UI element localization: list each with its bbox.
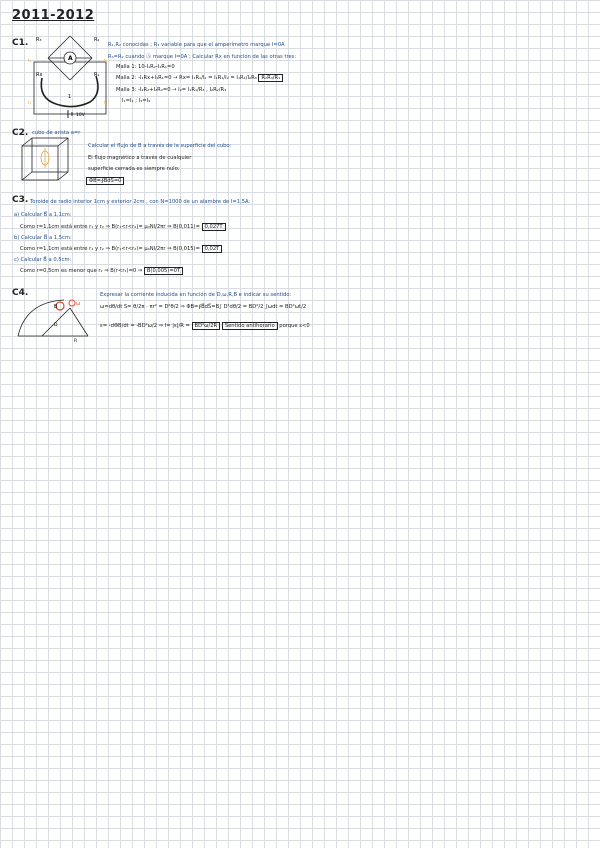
c4-result: BD²ω/2R: [192, 322, 221, 330]
c2-line-3: superficie cerrada es siempre nulo:: [88, 166, 180, 172]
c1-malla-3-text: Malla 3: -I₂R₂+I₂R₃=0 → I₂=: [116, 87, 187, 93]
c1-malla-2-eq: I₁R₁/I₁ = I₁R₁/I₂ = I₁R₁/I₂R₃: [191, 75, 257, 81]
section-c2-label: C2.: [12, 128, 29, 138]
c1-malla-2: [116, 75, 283, 81]
page-title: 2011-2012: [12, 8, 95, 23]
c3-b-label: b) Calcular B⃗ a 1,5cm:: [14, 235, 72, 241]
c1-malla-2-text: Malla 2: -I₁Rx+I₁R₁=0 → Rx=: [116, 75, 191, 81]
c3-b-result: 0,02T: [202, 245, 223, 253]
c1-label-r2: R₂: [94, 37, 100, 43]
c1-loop-number: 1: [68, 94, 72, 100]
c3-a-result: 0,027T: [202, 223, 226, 231]
c3-c-line: [20, 268, 183, 274]
c2-line-2: El flujo magnético a través de cualquier: [88, 155, 192, 161]
ammeter-icon: A: [68, 55, 73, 62]
c4-sense-tail: porque ε<0: [279, 323, 310, 329]
c3-b-text: Como r=1,1cm está entre r₁ y r₂ ⇒ B(r₁<r<r₂)= μ₀NI/2πr ⇒ B(0,015)=: [20, 246, 200, 252]
c3-a-line: [20, 224, 226, 230]
c4-line-2: [100, 323, 310, 329]
c2-result: ΦB=∮B⃗dS⃗=0: [86, 177, 124, 185]
section-c3-label: C3.: [12, 195, 29, 205]
c3-statement: Toroide de radio interior 1cm y exterior 2cm , con N=1000 de un alambre de I=1,5A:: [30, 199, 251, 205]
c4-label-r: R: [74, 339, 78, 344]
c1-malla-2-result: R₂R₃/R₁: [258, 74, 283, 82]
c1-label-i2: I₂: [104, 59, 108, 64]
section-c4-label: C4.: [12, 288, 29, 298]
c1-statement-1: R₁,R₂ conocidas ; R₃ variable para que el amperímetro marque I=0A: [108, 42, 285, 48]
c4-label-b: B: [54, 304, 58, 310]
c1-label-r1: R₁: [94, 72, 100, 78]
c1-label-i3: I₃: [28, 101, 32, 106]
c3-b-line: [20, 246, 222, 252]
section-c1-label: C1.: [12, 38, 29, 48]
c1-label-voltage: 10V: [76, 113, 85, 118]
c1-circuit-diagram: [28, 32, 112, 118]
c1-label-rx: Rx: [36, 72, 43, 78]
c4-rotating-rod-diagram: [14, 296, 96, 344]
c4-sense: Sentido antihorario: [222, 322, 278, 330]
c1-malla-3-eq: I₁R₁/R₃ , I₂R₂/R₃: [187, 87, 227, 93]
c3-c-text: Como r=0,5cm es menor que r₁ ⇒ B(r<r₁)=0 ⇒: [20, 268, 143, 274]
c4-line-1: ω=dθ/dt S= θ/2π · πr² = D²θ/2 ⇒ ΦB=∮B⃗dS⃗=B∫ D²dθ/2 = BD²/2 ∫ωdt = BD²ωt/2: [100, 304, 307, 310]
c2-caption: cubo de arista a=r: [32, 130, 81, 136]
c1-malla-1: Malla 1: 10-I₁R₂-I₁R₁=0: [116, 64, 175, 70]
c1-malla-3: [116, 87, 226, 93]
c4-line-2-text: ε= -dΦB/dt = -BD²ω/2 ⇒ I= |ε|/R =: [100, 323, 190, 329]
c3-a-text: Como r=1,1cm está entre r₁ y r₂ ⇒ B(r₁<r<r₂)= μ₀NI/2πr ⇒ B(0,011)=: [20, 224, 200, 230]
c3-c-label: c) Calcular B⃗ a 0,5cm:: [14, 257, 72, 263]
c2-line-1: Calcular el flujo de B a través de la superficie del cubo:: [88, 143, 232, 149]
c4-label-omega: ω: [76, 301, 81, 307]
c4-statement: Expresar la corriente inducida en función de D,ω,R,B e indicar su sentido:: [100, 292, 292, 298]
c1-currents: I₁=I₂ ; I₃=I₄: [122, 98, 151, 104]
c3-a-label: a) Calcular B⃗ a 1,1cm:: [14, 212, 72, 218]
c1-statement-2: R₃=R₂ cuando Ⓐ marque I=0A ; Calcular Rx en función de las otras tres:: [108, 54, 297, 60]
c1-label-i1: I₁: [28, 59, 32, 64]
c1-label-i4: I₄: [104, 101, 108, 106]
c1-label-r3: R₃: [36, 37, 42, 43]
c3-c-result: B(0,005)=0T: [144, 267, 183, 275]
c2-cube-diagram: [18, 136, 72, 182]
c4-label-d: D: [54, 323, 58, 328]
